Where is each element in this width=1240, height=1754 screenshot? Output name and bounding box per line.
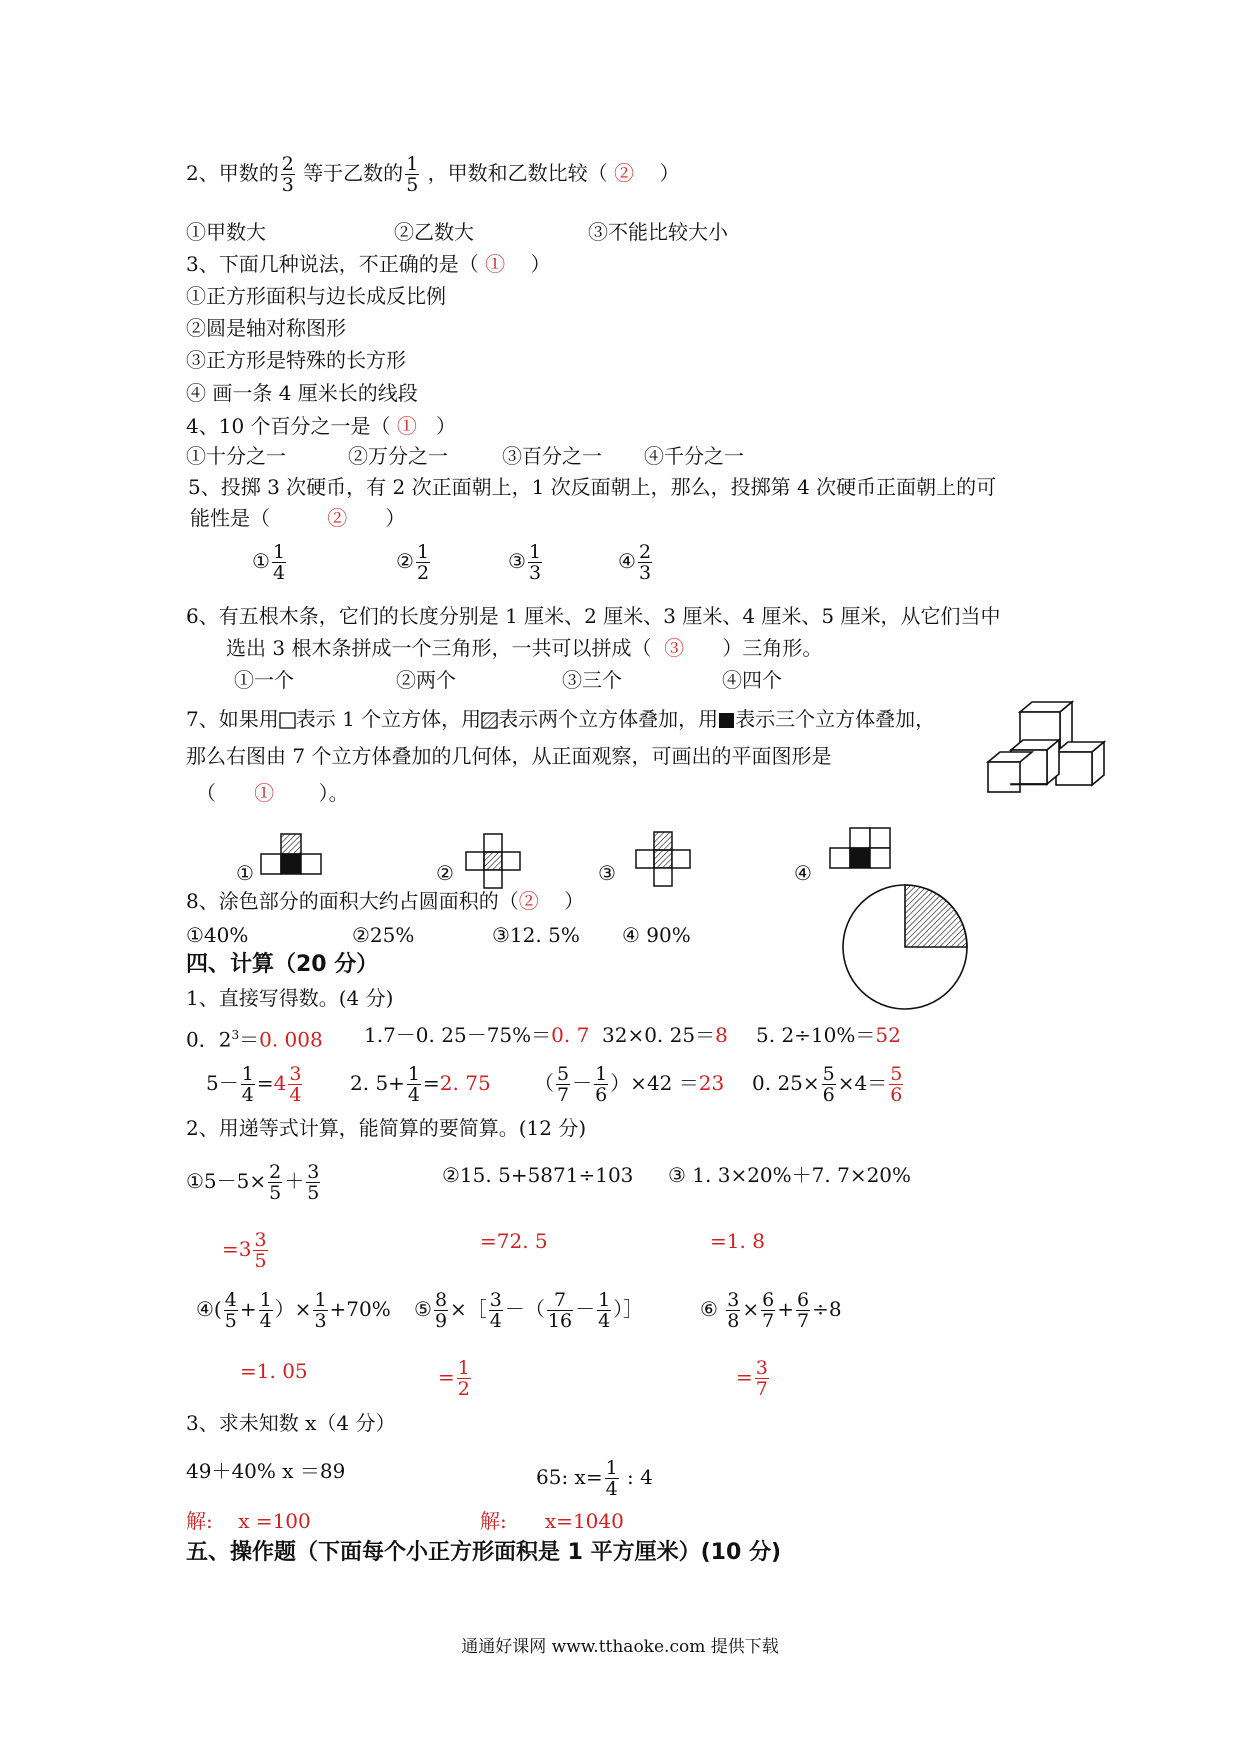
q8-answer: ② — [518, 889, 539, 913]
q2-option-2: ②乙数大 — [394, 220, 474, 244]
q6-answer: ③ — [664, 636, 685, 660]
section-4-title: 四、计算（20 分） — [186, 952, 379, 977]
equation-2: 65: x= $\frac{1}{4}$ : 4 — [536, 1457, 653, 1500]
q7-option-label-3: ③ — [598, 861, 616, 885]
q3-statement-1: ①正方形面积与边长成反比例 — [186, 284, 446, 308]
calc2-3-answer: =1. 8 — [710, 1229, 765, 1253]
q7-figure-3 — [632, 830, 702, 896]
q6-stem-line1: 6、有五根木条，它们的长度分别是 1 厘米、2 厘米、3 厘米、4 厘米、5 厘米，从它们当中 — [186, 604, 1001, 628]
q3-statement-3: ③正方形是特殊的长方形 — [186, 348, 406, 372]
q8-option-1: ①40% — [186, 923, 249, 947]
q3-stem: 3、下面几种说法，不正确的是（ ① ） — [186, 252, 551, 276]
calc-8: 0. 25× $\frac{5}{6}$ ×4＝ $\frac{5}{6}$ — [752, 1063, 903, 1106]
q7-stem-line3: （ ① ）。 — [196, 781, 349, 805]
single-cube-icon — [279, 712, 296, 729]
q7-stem-line2: 那么右图由 7 个立方体叠加的几何体，从正面观察，可画出的平面图形是 — [186, 744, 832, 768]
section-5-title: 五、操作题（下面每个小正方形面积是 1 平方厘米）(10 分) — [186, 1540, 782, 1565]
q5-option-4: ④ $\frac{2}{3}$ — [618, 541, 652, 584]
q6-option-3: ③三个 — [562, 668, 622, 692]
q5-option-1: ① $\frac{1}{4}$ — [252, 541, 286, 584]
q7-option-label-4: ④ — [794, 861, 812, 885]
calc2-5-answer: = $\frac{1}{2}$ — [438, 1357, 470, 1400]
shaded-circle-figure — [840, 882, 970, 1012]
calc2-4-answer: =1. 05 — [240, 1359, 308, 1383]
part-1-title: 1、直接写得数。(4 分) — [186, 986, 394, 1010]
q3-statement-4: ④ 画一条 4 厘米长的线段 — [186, 381, 418, 405]
q7-figure-4 — [826, 826, 896, 874]
q4-option-3: ③百分之一 — [502, 444, 602, 468]
calc2-1: ①5－5× $\frac{2}{5}$ ＋ $\frac{3}{5}$ — [186, 1161, 320, 1204]
part-3-title: 3、求未知数 x（4 分） — [186, 1411, 396, 1435]
calc-7: （ $\frac{5}{7}$ － $\frac{1}{6}$ ）×42 ＝23 — [534, 1063, 725, 1106]
q6-stem-line2: 选出 3 根木条拼成一个三角形，一共可以拼成（ ③ ）三角形。 — [226, 636, 823, 660]
q5-answer: ② — [327, 506, 348, 530]
q8-stem: 8、涂色部分的面积大约占圆面积的（② ） — [186, 889, 585, 913]
calc-6: 2. 5+ $\frac{1}{4}$ =2. 75 — [350, 1063, 491, 1106]
q2-answer: ② — [614, 161, 634, 185]
q2-option-1: ①甲数大 — [186, 220, 266, 244]
calc2-2: ②15. 5+5871÷103 — [442, 1163, 634, 1187]
q4-answer: ① — [396, 414, 417, 438]
q4-option-4: ④千分之一 — [644, 444, 744, 468]
q2-stem: 2、甲数的 $\frac{2}{3}$ 等于乙数的 $\frac{1}{5}$ ，甲数和乙数比较（ ② ） — [186, 153, 680, 196]
q7-figure-1 — [258, 832, 328, 878]
calc2-1-answer: =3 $\frac{3}{5}$ — [222, 1229, 267, 1272]
q5-option-2: ② $\frac{1}{2}$ — [396, 541, 430, 584]
part-2-title: 2、用递等式计算，能简算的要简算。(12 分) — [186, 1116, 587, 1140]
calc2-5: ⑤ $\frac{8}{9}$ ×［ $\frac{3}{4}$ －（ $\frac{7}{16}$ － $\frac{1}{4}$ ）］ — [414, 1289, 644, 1332]
q4-option-1: ①十分之一 — [186, 444, 286, 468]
q6-option-1: ①一个 — [234, 668, 294, 692]
q2-option-3: ③不能比较大小 — [588, 220, 728, 244]
q6-option-4: ④四个 — [722, 668, 782, 692]
footer-credit: 通通好课网 www.tthaoke.com 提供下载 — [461, 1637, 779, 1657]
q7-answer: ① — [254, 781, 275, 805]
q7-figure-2 — [462, 832, 532, 896]
double-cube-icon — [481, 712, 498, 729]
q5-option-3: ③ $\frac{1}{3}$ — [508, 541, 542, 584]
q5-stem-line2: 能性是（ ② ） — [190, 506, 406, 530]
q3-statement-2: ②圆是轴对称图形 — [186, 316, 346, 340]
calc-1: 0．$2^3=0$. 008 — [186, 1027, 323, 1052]
stacked-cubes-figure — [985, 690, 1105, 800]
q7-option-label-1: ① — [236, 861, 254, 885]
solution-1: 解: x =100 — [186, 1509, 311, 1533]
calc2-6-answer: = $\frac{3}{7}$ — [736, 1357, 768, 1400]
calc-2: 1.7－0. 25－75%＝0. 7 — [364, 1023, 590, 1047]
solution-2: 解: x=1040 — [480, 1509, 624, 1533]
equation-1: 49＋40% x ＝89 — [186, 1459, 346, 1483]
calc-3: 32×0. 25＝8 — [602, 1023, 728, 1047]
q5-stem-line1: 5、投掷 3 次硬币，有 2 次正面朝上，1 次反面朝上，那么，投掷第 4 次硬币正面朝上的可 — [188, 475, 997, 499]
q4-option-2: ②万分之一 — [348, 444, 448, 468]
q7-stem-line1: 7、如果用 表示 1 个立方体，用 表示两个立方体叠加，用 表示三个立方体叠加， — [186, 707, 936, 731]
q8-option-2: ②25% — [352, 923, 415, 947]
q6-option-2: ②两个 — [396, 668, 456, 692]
q3-answer: ① — [485, 252, 506, 276]
q7-option-label-2: ② — [436, 861, 454, 885]
calc2-4: ④( $\frac{4}{5}$ + $\frac{1}{4}$ ）× $\frac{1}{3}$ +70% — [196, 1289, 391, 1332]
calc2-6: ⑥ $\frac{3}{8}$ × $\frac{6}{7}$ + $\frac{6}{7}$ ÷8 — [700, 1289, 842, 1332]
q8-option-4: ④ 90% — [622, 923, 691, 947]
q4-stem: 4、10 个百分之一是（ ① ） — [186, 414, 456, 438]
calc2-3: ③ 1. 3×20%＋7. 7×20% — [668, 1163, 912, 1187]
calc2-2-answer: =72. 5 — [480, 1229, 548, 1253]
calc-4: 5. 2÷10%＝52 — [756, 1023, 901, 1047]
q8-option-3: ③12. 5% — [492, 923, 580, 947]
triple-cube-icon — [718, 712, 735, 729]
calc-5: 5－ $\frac{1}{4}$ =4 $\frac{3}{4}$ — [206, 1063, 302, 1106]
